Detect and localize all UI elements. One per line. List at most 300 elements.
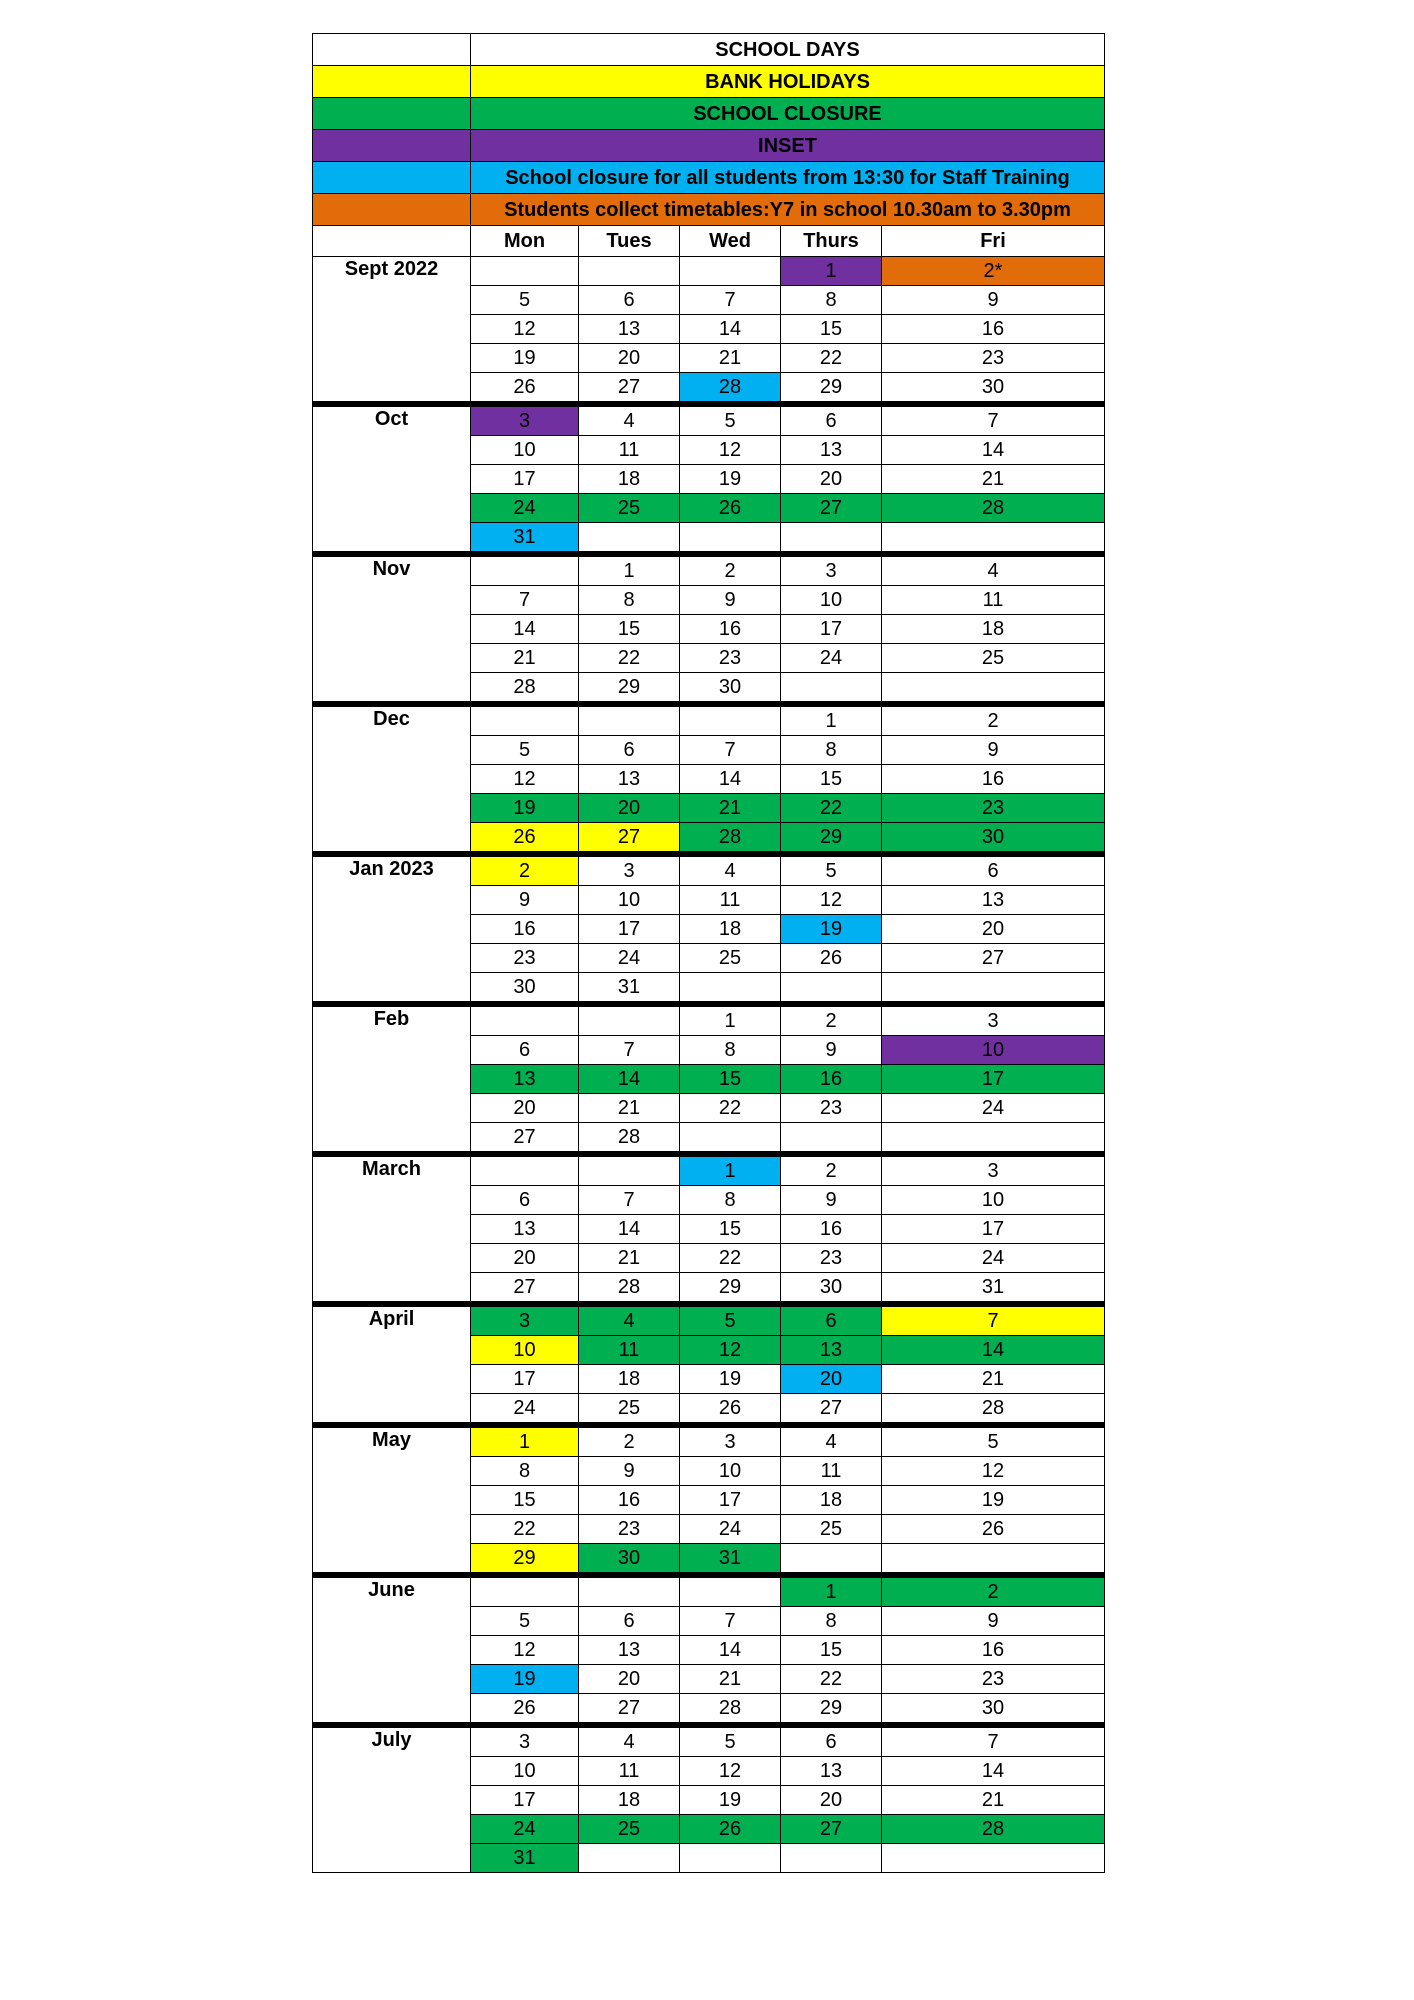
day-cell: 9 (781, 1036, 882, 1065)
day-cell: 17 (471, 465, 579, 494)
day-cell: 26 (680, 1394, 781, 1426)
week-row (313, 404, 1105, 436)
empty-day-cell (882, 1123, 1105, 1155)
day-cell: 8 (781, 736, 882, 765)
day-cell: 21 (680, 344, 781, 373)
empty-day-cell (579, 257, 680, 286)
day-cell: 15 (781, 315, 882, 344)
day-cell: 25 (680, 944, 781, 973)
empty-day-cell (471, 1154, 579, 1186)
empty-day-cell (781, 523, 882, 555)
day-cell: 18 (579, 1365, 680, 1394)
day-cell: 7 (882, 404, 1105, 436)
day-cell: 5 (471, 1607, 579, 1636)
day-cell: 24 (781, 644, 882, 673)
day-cell: 29 (781, 1694, 882, 1726)
day-cell: 21 (579, 1094, 680, 1123)
day-cell: 3 (781, 554, 882, 586)
month-label: Nov (313, 554, 471, 704)
day-cell: 17 (882, 1065, 1105, 1094)
day-cell: 15 (781, 1636, 882, 1665)
day-cell: 8 (680, 1186, 781, 1215)
day-cell: 27 (781, 1815, 882, 1844)
empty-day-cell (579, 1154, 680, 1186)
day-cell: 8 (579, 586, 680, 615)
week-row (313, 854, 1105, 886)
legend-label: Students collect timetables:Y7 in school 10.30am to 3.30pm (471, 194, 1105, 226)
day-cell: 20 (882, 915, 1105, 944)
day-cell: 6 (579, 1607, 680, 1636)
day-cell: 31 (882, 1273, 1105, 1305)
day-cell: 9 (680, 586, 781, 615)
day-cell: 19 (680, 465, 781, 494)
day-cell: 29 (471, 1544, 579, 1576)
week-row (313, 1725, 1105, 1757)
day-cell: 9 (781, 1186, 882, 1215)
day-cell: 30 (579, 1544, 680, 1576)
day-cell: 3 (680, 1425, 781, 1457)
day-cell: 28 (579, 1273, 680, 1305)
week-row (313, 257, 1105, 286)
day-cell: 22 (680, 1094, 781, 1123)
day-cell: 1 (680, 1154, 781, 1186)
day-cell: 10 (471, 1757, 579, 1786)
day-cell: 17 (471, 1365, 579, 1394)
day-cell: 28 (882, 1815, 1105, 1844)
day-cell: 25 (579, 494, 680, 523)
day-cell: 13 (579, 765, 680, 794)
day-cell: 6 (781, 1725, 882, 1757)
month-label: May (313, 1425, 471, 1575)
day-cell: 1 (680, 1004, 781, 1036)
day-cell: 29 (579, 673, 680, 705)
day-cell: 11 (680, 886, 781, 915)
day-cell: 27 (882, 944, 1105, 973)
day-cell: 14 (680, 315, 781, 344)
day-cell: 18 (579, 1786, 680, 1815)
day-cell: 2 (579, 1425, 680, 1457)
day-cell: 10 (882, 1036, 1105, 1065)
day-cell: 4 (579, 404, 680, 436)
day-cell: 7 (680, 286, 781, 315)
day-cell: 14 (579, 1215, 680, 1244)
empty-day-cell (471, 1004, 579, 1036)
day-cell: 19 (471, 794, 579, 823)
empty-day-cell (680, 704, 781, 736)
day-cell: 7 (579, 1186, 680, 1215)
legend-label: BANK HOLIDAYS (471, 66, 1105, 98)
day-cell: 26 (882, 1515, 1105, 1544)
empty-day-cell (579, 1575, 680, 1607)
empty-day-cell (680, 973, 781, 1005)
day-cell: 21 (882, 1786, 1105, 1815)
day-cell: 13 (781, 1757, 882, 1786)
day-cell: 12 (680, 1336, 781, 1365)
day-cell: 3 (471, 1725, 579, 1757)
day-cell: 2 (882, 704, 1105, 736)
week-row (313, 1304, 1105, 1336)
empty-day-cell (781, 973, 882, 1005)
day-cell: 10 (680, 1457, 781, 1486)
day-cell: 29 (781, 823, 882, 855)
day-header-row (313, 226, 1105, 257)
day-cell: 13 (579, 1636, 680, 1665)
day-cell: 11 (579, 1757, 680, 1786)
day-cell: 20 (781, 465, 882, 494)
day-cell: 21 (680, 794, 781, 823)
day-cell: 19 (471, 1665, 579, 1694)
day-cell: 5 (781, 854, 882, 886)
day-cell: 17 (471, 1786, 579, 1815)
day-cell: 28 (579, 1123, 680, 1155)
legend-swatch (313, 66, 471, 98)
day-cell: 23 (680, 644, 781, 673)
day-header-wed: Wed (680, 226, 781, 257)
day-cell: 23 (882, 1665, 1105, 1694)
day-cell: 3 (471, 1304, 579, 1336)
day-cell: 25 (579, 1815, 680, 1844)
day-cell: 31 (471, 523, 579, 555)
day-cell: 27 (471, 1273, 579, 1305)
day-cell: 6 (781, 1304, 882, 1336)
day-cell: 13 (781, 1336, 882, 1365)
legend-row (313, 194, 1105, 226)
day-cell: 11 (579, 1336, 680, 1365)
day-cell: 5 (680, 1725, 781, 1757)
day-cell: 30 (680, 673, 781, 705)
legend-swatch (313, 162, 471, 194)
day-cell: 5 (680, 404, 781, 436)
day-cell: 24 (471, 1815, 579, 1844)
day-cell: 21 (471, 644, 579, 673)
empty-day-cell (781, 1544, 882, 1576)
day-cell: 8 (781, 286, 882, 315)
day-cell: 20 (579, 1665, 680, 1694)
day-cell: 22 (471, 1515, 579, 1544)
day-cell: 20 (471, 1244, 579, 1273)
month-label: April (313, 1304, 471, 1425)
day-cell: 9 (579, 1457, 680, 1486)
legend-row (313, 162, 1105, 194)
day-cell: 7 (680, 736, 781, 765)
day-cell: 21 (882, 1365, 1105, 1394)
day-cell: 4 (579, 1304, 680, 1336)
day-cell: 16 (781, 1065, 882, 1094)
day-cell: 14 (579, 1065, 680, 1094)
day-cell: 27 (781, 494, 882, 523)
month-label: March (313, 1154, 471, 1304)
day-cell: 9 (882, 286, 1105, 315)
day-cell: 5 (471, 286, 579, 315)
day-cell: 23 (882, 344, 1105, 373)
day-cell: 10 (781, 586, 882, 615)
day-cell: 2* (882, 257, 1105, 286)
day-cell: 6 (781, 404, 882, 436)
empty-day-cell (579, 523, 680, 555)
day-cell: 22 (579, 644, 680, 673)
day-cell: 5 (471, 736, 579, 765)
day-cell: 17 (680, 1486, 781, 1515)
day-cell: 27 (579, 1694, 680, 1726)
day-cell: 17 (882, 1215, 1105, 1244)
day-cell: 4 (882, 554, 1105, 586)
legend-row (313, 98, 1105, 130)
empty-day-cell (471, 704, 579, 736)
day-cell: 2 (471, 854, 579, 886)
day-cell: 16 (680, 615, 781, 644)
month-label: Sept 2022 (313, 257, 471, 405)
day-cell: 18 (579, 465, 680, 494)
day-cell: 14 (882, 1757, 1105, 1786)
day-cell: 18 (882, 615, 1105, 644)
empty-day-cell (781, 1844, 882, 1873)
day-cell: 22 (680, 1244, 781, 1273)
week-row (313, 1004, 1105, 1036)
day-cell: 7 (680, 1607, 781, 1636)
day-cell: 19 (680, 1786, 781, 1815)
day-cell: 21 (882, 465, 1105, 494)
day-cell: 1 (579, 554, 680, 586)
day-cell: 16 (579, 1486, 680, 1515)
day-cell: 26 (680, 494, 781, 523)
day-cell: 27 (781, 1394, 882, 1426)
day-cell: 14 (680, 1636, 781, 1665)
day-cell: 26 (781, 944, 882, 973)
day-cell: 12 (471, 315, 579, 344)
day-cell: 5 (882, 1425, 1105, 1457)
day-cell: 21 (680, 1665, 781, 1694)
day-cell: 13 (579, 315, 680, 344)
day-cell: 28 (882, 1394, 1105, 1426)
day-cell: 14 (680, 765, 781, 794)
day-cell: 6 (579, 286, 680, 315)
day-cell: 12 (781, 886, 882, 915)
legend-row (313, 66, 1105, 98)
day-cell: 30 (471, 973, 579, 1005)
day-cell: 26 (471, 373, 579, 405)
header-blank-cell (313, 226, 471, 257)
day-cell: 14 (471, 615, 579, 644)
day-cell: 20 (471, 1094, 579, 1123)
day-cell: 9 (882, 736, 1105, 765)
day-cell: 27 (471, 1123, 579, 1155)
day-cell: 30 (882, 1694, 1105, 1726)
day-cell: 20 (781, 1365, 882, 1394)
legend-row (313, 130, 1105, 162)
day-cell: 25 (882, 644, 1105, 673)
day-cell: 26 (471, 1694, 579, 1726)
day-cell: 24 (471, 1394, 579, 1426)
day-cell: 4 (579, 1725, 680, 1757)
day-cell: 24 (680, 1515, 781, 1544)
legend-label: SCHOOL CLOSURE (471, 98, 1105, 130)
legend-row (313, 34, 1105, 66)
day-cell: 10 (471, 436, 579, 465)
day-cell: 12 (882, 1457, 1105, 1486)
day-cell: 3 (579, 854, 680, 886)
day-cell: 19 (882, 1486, 1105, 1515)
day-cell: 4 (680, 854, 781, 886)
day-cell: 24 (579, 944, 680, 973)
week-row (313, 1154, 1105, 1186)
day-cell: 28 (471, 673, 579, 705)
day-cell: 16 (471, 915, 579, 944)
day-cell: 5 (680, 1304, 781, 1336)
empty-day-cell (471, 554, 579, 586)
day-cell: 23 (471, 944, 579, 973)
day-cell: 13 (471, 1215, 579, 1244)
day-cell: 16 (882, 765, 1105, 794)
legend-swatch (313, 98, 471, 130)
empty-day-cell (680, 1575, 781, 1607)
day-cell: 9 (471, 886, 579, 915)
empty-day-cell (781, 1123, 882, 1155)
day-cell: 20 (781, 1786, 882, 1815)
empty-day-cell (579, 1004, 680, 1036)
day-cell: 10 (882, 1186, 1105, 1215)
legend-swatch (313, 194, 471, 226)
school-calendar-table (312, 33, 1105, 1873)
legend-label: SCHOOL DAYS (471, 34, 1105, 66)
day-cell: 9 (882, 1607, 1105, 1636)
day-cell: 23 (781, 1244, 882, 1273)
day-cell: 11 (781, 1457, 882, 1486)
day-cell: 16 (781, 1215, 882, 1244)
month-label: July (313, 1725, 471, 1873)
empty-day-cell (781, 673, 882, 705)
day-cell: 7 (579, 1036, 680, 1065)
day-cell: 29 (680, 1273, 781, 1305)
calendar-body (313, 34, 1105, 1873)
month-label: Dec (313, 704, 471, 854)
day-cell: 26 (471, 823, 579, 855)
empty-day-cell (882, 673, 1105, 705)
day-cell: 12 (471, 765, 579, 794)
day-header-tues: Tues (579, 226, 680, 257)
day-cell: 25 (579, 1394, 680, 1426)
day-cell: 3 (471, 404, 579, 436)
day-cell: 1 (781, 257, 882, 286)
day-cell: 6 (579, 736, 680, 765)
day-cell: 30 (781, 1273, 882, 1305)
day-cell: 19 (680, 1365, 781, 1394)
day-cell: 31 (471, 1844, 579, 1873)
empty-day-cell (471, 257, 579, 286)
day-cell: 27 (579, 823, 680, 855)
day-cell: 4 (781, 1425, 882, 1457)
day-cell: 28 (680, 373, 781, 405)
empty-day-cell (680, 1123, 781, 1155)
month-label: Oct (313, 404, 471, 554)
day-cell: 14 (882, 1336, 1105, 1365)
legend-label: School closure for all students from 13:30 for Staff Training (471, 162, 1105, 194)
empty-day-cell (882, 973, 1105, 1005)
week-row (313, 554, 1105, 586)
month-label: Jan 2023 (313, 854, 471, 1004)
day-cell: 6 (471, 1186, 579, 1215)
day-cell: 18 (680, 915, 781, 944)
day-cell: 23 (781, 1094, 882, 1123)
day-cell: 21 (579, 1244, 680, 1273)
day-cell: 17 (781, 615, 882, 644)
day-cell: 23 (882, 794, 1105, 823)
empty-day-cell (680, 1844, 781, 1873)
day-cell: 11 (579, 436, 680, 465)
day-cell: 30 (882, 823, 1105, 855)
week-row (313, 704, 1105, 736)
day-cell: 24 (882, 1244, 1105, 1273)
legend-label: INSET (471, 130, 1105, 162)
day-cell: 17 (579, 915, 680, 944)
day-header-mon: Mon (471, 226, 579, 257)
day-header-thurs: Thurs (781, 226, 882, 257)
day-header-fri: Fri (882, 226, 1105, 257)
day-cell: 12 (680, 1757, 781, 1786)
day-cell: 12 (471, 1636, 579, 1665)
day-cell: 8 (680, 1036, 781, 1065)
day-cell: 15 (781, 765, 882, 794)
day-cell: 27 (579, 373, 680, 405)
day-cell: 2 (781, 1004, 882, 1036)
day-cell: 13 (471, 1065, 579, 1094)
day-cell: 15 (680, 1215, 781, 1244)
day-cell: 28 (680, 823, 781, 855)
day-cell: 28 (680, 1694, 781, 1726)
day-cell: 16 (882, 315, 1105, 344)
day-cell: 8 (781, 1607, 882, 1636)
empty-day-cell (579, 704, 680, 736)
day-cell: 10 (471, 1336, 579, 1365)
empty-day-cell (579, 1844, 680, 1873)
day-cell: 2 (680, 554, 781, 586)
day-cell: 22 (781, 794, 882, 823)
day-cell: 6 (882, 854, 1105, 886)
day-cell: 12 (680, 436, 781, 465)
day-cell: 2 (882, 1575, 1105, 1607)
empty-day-cell (680, 523, 781, 555)
month-label: June (313, 1575, 471, 1725)
legend-swatch (313, 130, 471, 162)
day-cell: 20 (579, 794, 680, 823)
day-cell: 15 (680, 1065, 781, 1094)
empty-day-cell (882, 1844, 1105, 1873)
day-cell: 22 (781, 1665, 882, 1694)
day-cell: 15 (471, 1486, 579, 1515)
empty-day-cell (680, 257, 781, 286)
day-cell: 8 (471, 1457, 579, 1486)
day-cell: 13 (781, 436, 882, 465)
day-cell: 2 (781, 1154, 882, 1186)
day-cell: 23 (579, 1515, 680, 1544)
day-cell: 28 (882, 494, 1105, 523)
empty-day-cell (471, 1575, 579, 1607)
day-cell: 26 (680, 1815, 781, 1844)
day-cell: 1 (781, 1575, 882, 1607)
empty-day-cell (882, 1544, 1105, 1576)
week-row (313, 1575, 1105, 1607)
day-cell: 29 (781, 373, 882, 405)
day-cell: 20 (579, 344, 680, 373)
day-cell: 30 (882, 373, 1105, 405)
day-cell: 13 (882, 886, 1105, 915)
day-cell: 24 (882, 1094, 1105, 1123)
day-cell: 3 (882, 1004, 1105, 1036)
day-cell: 10 (579, 886, 680, 915)
day-cell: 31 (680, 1544, 781, 1576)
day-cell: 3 (882, 1154, 1105, 1186)
day-cell: 31 (579, 973, 680, 1005)
legend-swatch (313, 34, 471, 66)
